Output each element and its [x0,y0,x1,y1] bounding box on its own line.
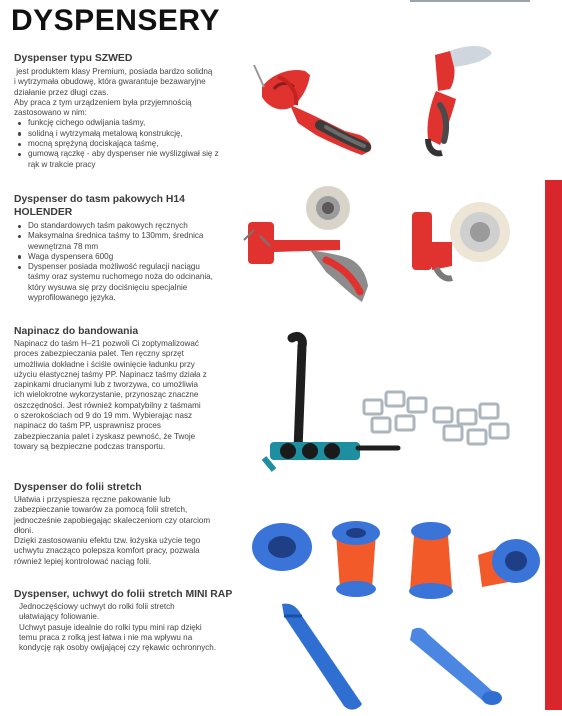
text-line: temu praca z rolką jest łatwa i nie ma wpływu na [19,632,193,642]
section-body [14,602,259,653]
section-title: Dyspenser, uchwyt do folii stretch MINI RAP [14,589,233,600]
text-line: jest produktem klasy Premium, posiada bardzo solidną [14,67,213,76]
section-title-line: Dyspenser do tasm pakowych H14 [14,194,185,205]
text-line: umożliwia dokładne i ściśle owinięcie ładunku przy [14,359,195,369]
text-line: użyciu elastycznej taśmy PP. Napinacz taśmy działa z [14,369,207,379]
section-mini-rap [14,588,259,653]
text-line: Uchwyt pasuje idealnie do rolki typu mini rap dzięki [19,622,202,632]
list-item-continuation: taśmy oraz systemu ruchomego noża do odcinania, [28,272,213,282]
feature-list [14,118,249,169]
list-item-continuation: wewnętrzna 78 mm [28,241,99,251]
section-title: Dyspenser typu SZWED [14,53,133,64]
text-line: zapinkami drucianymi lub z tworzywa, co umożliwia [14,380,198,390]
section-title-line: HOLENDER [14,207,73,218]
list-item: solidną i wytrzymałą metalową konstrukcję, [14,129,249,139]
text-line: oszczędności. Jest również kompatybilny z taśmami [14,400,201,410]
list-item: gumową rączkę - aby dyspenser nie wyślizgiwał się z [14,149,249,159]
text-line: Ułatwia i przyspiesza ręczne pakowanie lub [14,495,171,504]
section-title: Dyspenser do folii stretch [14,482,142,493]
strap-tensioner-photo [258,330,543,480]
text-line: ułatwiający foliowanie. [19,612,100,622]
section-title: Napinacz do bandowania [14,326,139,337]
text-line: towary są bezpieczne podczas transportu. [14,441,166,451]
text-line: i wytrzymała obudowę, która gwarantuje bezawaryjne [14,77,206,87]
section-szwed [14,52,249,170]
page-title: DYSPENSERY [11,4,220,37]
section-holender [14,193,249,303]
text-line: uchwytu znacząco polepsza komfort pracy, pozwala [14,546,200,556]
text-line: działanie przez długi czas. [14,87,109,97]
section-body [14,495,254,567]
holland-tape-dispenser-photo [240,182,540,322]
text-line: również lepiej kontrolować naciąg folii. [14,556,152,566]
list-item-continuation: rąk w trakcie pracy [28,159,96,169]
list-item-continuation: wyprofilowanego języka. [28,293,116,303]
text-line: proces zabezpieczania palet. Ten ręczny sprzęt [14,349,184,359]
list-item: funkcję cichego odwijania taśmy, [14,118,249,128]
text-line: kondycję rąk osoby owijającej czy rękawic ochronnych. [19,643,217,653]
list-item: Dyspenser posiada możliwość regulacji naciągu [14,262,249,272]
red-accent-bar [545,180,562,710]
text-line: napinacz do taśm PP, usprawnisz proces [14,421,161,431]
text-line: Napinacz do taśm H–21 pozwoli Ci zoptymalizować [14,339,199,348]
mini-rap-holder-photo [262,600,544,712]
section-napinacz [14,325,254,452]
text-line: Aby praca z tym urządzeniem była przyjemnością [14,97,192,107]
list-item: Waga dyspensera 600g [14,252,249,262]
text-line: jednocześnie zapobiegając skaleczeniom czy otarciom [14,515,211,525]
section-stretch [14,481,254,567]
text-line: zabezpieczanie towarów za pomocą folii stretch, [14,505,188,515]
text-line: ich wielokrotne wykorzystanie, przynosząc znaczne [14,390,199,400]
list-item-continuation: który wysuwa się przy dociśnięciu specjalnie [28,282,188,292]
feature-list [14,221,249,303]
list-item: mocną sprężyną dociskająca taśmę, [14,139,249,149]
swedish-tape-dispenser-photo [250,45,545,175]
list-item: Do standardowych taśm pakowych ręcznych [14,221,249,231]
top-divider [410,0,530,2]
text-line: zastosowano w nim: [14,108,87,118]
list-item: Maksymalna średnica taśmy to 130mm, średnica [14,231,249,241]
text-line: Jednoczęściowy uchwyt do rolki folii stretch [19,602,175,611]
section-body [14,339,254,452]
text-line: o szerokościach od 9 do 19 mm. Wybierając nasz [14,411,193,421]
text-line: dłoni. [14,525,34,535]
section-intro [14,67,249,118]
stretch-dispenser-photo [248,515,546,600]
text-line: zabezpieczania palet i zyskasz pewność, że Twoje [14,431,196,441]
text-line: Dzięki zastosowaniu efektu tzw. łożyska użycie tego [14,536,201,546]
